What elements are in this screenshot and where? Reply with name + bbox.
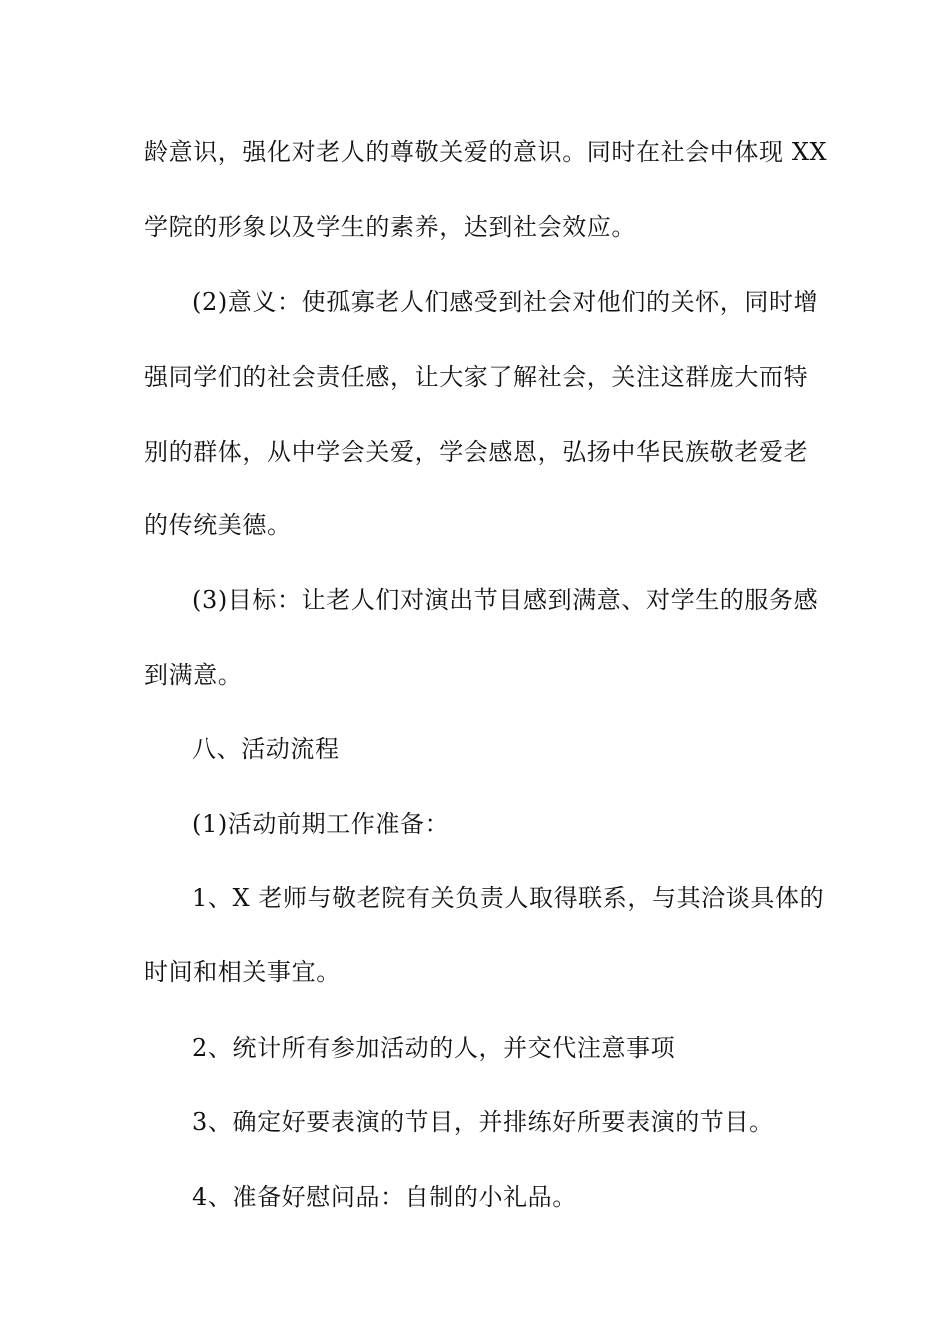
list-item-1: 1、X 老师与敬老院有关负责人取得联系，与其洽谈具体的 bbox=[192, 884, 825, 912]
paragraph-line-7: (3)目标：让老人们对演出节目感到满意、对学生的服务感 bbox=[192, 586, 819, 614]
list-item-2: 2、统计所有参加活动的人，并交代注意事项 bbox=[192, 1034, 676, 1062]
section-heading: 八、活动流程 bbox=[192, 735, 340, 763]
paragraph-line-8: 到满意。 bbox=[144, 661, 243, 689]
list-item-4: 4、准备好慰问品：自制的小礼品。 bbox=[192, 1183, 577, 1211]
paragraph-line-1: 龄意识，强化对老人的尊敬关爱的意识。同时在社会中体现 XX bbox=[144, 138, 828, 166]
paragraph-line-6: 的传统美德。 bbox=[144, 511, 292, 539]
paragraph-line-2: 学院的形象以及学生的素养，达到社会效应。 bbox=[144, 213, 636, 241]
paragraph-line-3: (2)意义：使孤寡老人们感受到社会对他们的关怀，同时增 bbox=[192, 288, 819, 316]
list-item-3: 3、确定好要表演的节目，并排练好所要表演的节目。 bbox=[192, 1108, 774, 1136]
subsection-heading: (1)活动前期工作准备： bbox=[192, 810, 450, 838]
paragraph-line-5: 别的群体，从中学会关爱，学会感恩，弘扬中华民族敬老爱老 bbox=[144, 438, 809, 466]
list-item-1-continued: 时间和相关事宜。 bbox=[144, 958, 341, 986]
paragraph-line-4: 强同学们的社会责任感，让大家了解社会，关注这群庞大而特 bbox=[144, 363, 809, 391]
